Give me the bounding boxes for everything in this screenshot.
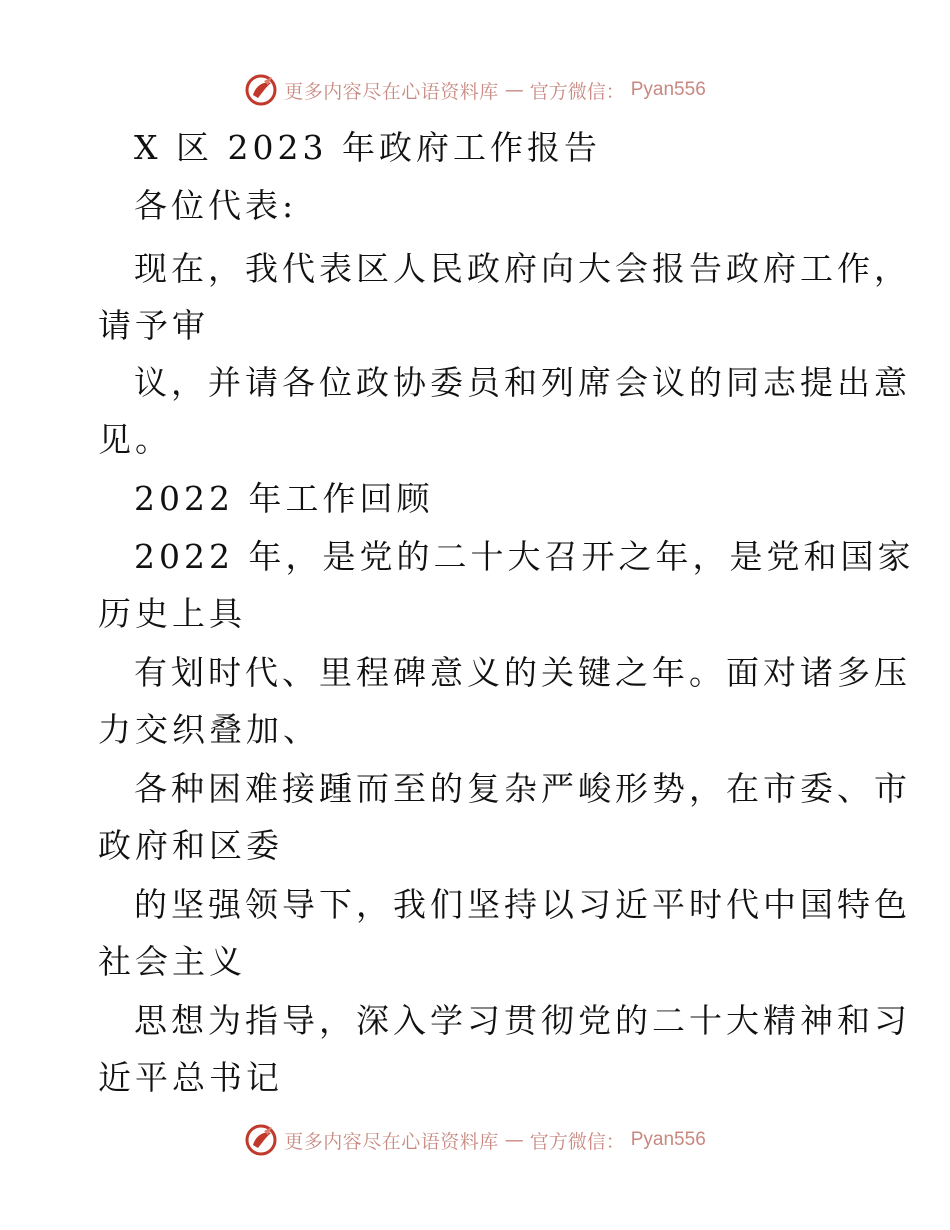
paragraph-line: 社会主义 [98,942,246,981]
banner-main-text: 更多内容尽在心语资料库 [284,1130,499,1153]
banner-main-text: 更多内容尽在心语资料库 [284,80,499,103]
banner-wechat-handle: Pyan556 [630,1129,706,1150]
salutation-line: 各位代表: [134,186,298,225]
paragraph-line: 的坚强领导下，我们坚持以习近平时代中国特色 [134,885,911,924]
paragraph-line: 现在，我代表区人民政府向大会报告政府工作， [134,249,911,288]
banner-separator: — [504,1129,524,1151]
footer-banner [0,1120,950,1160]
header-banner [0,70,950,110]
paragraph-line: 2022 年，是党的二十大召开之年，是党和国家 [134,537,915,576]
paragraph-line: 各种困难接踵而至的复杂严峻形势，在市委、市 [134,769,911,808]
paragraph-line: 有划时代、里程碑意义的关键之年。面对诸多压 [134,653,911,692]
paragraph-line: 议，并请各位政协委员和列席会议的同志提出意 [134,363,911,402]
paragraph-line: 历史上具 [98,594,246,633]
banner-wechat-handle: Pyan556 [630,79,706,100]
paragraph-line: 近平总书记 [98,1058,283,1097]
paragraph-line: 见。 [98,420,172,459]
brand-logo-icon [244,73,278,107]
banner-wechat-label: 官方微信： [529,1130,625,1153]
paragraph-line: 思想为指导，深入学习贯彻党的二十大精神和习 [134,1001,911,1040]
section-heading: 2022 年工作回顾 [134,479,434,518]
paragraph-line: 政府和区委 [98,826,283,865]
banner-separator: — [504,79,524,101]
banner-wechat-label: 官方微信： [529,80,625,103]
brand-logo-icon [244,1123,278,1157]
paragraph-line: 请予审 [98,306,209,345]
paragraph-line: 力交织叠加、 [98,710,320,749]
document-title: X 区 2023 年政府工作报告 [134,128,601,167]
